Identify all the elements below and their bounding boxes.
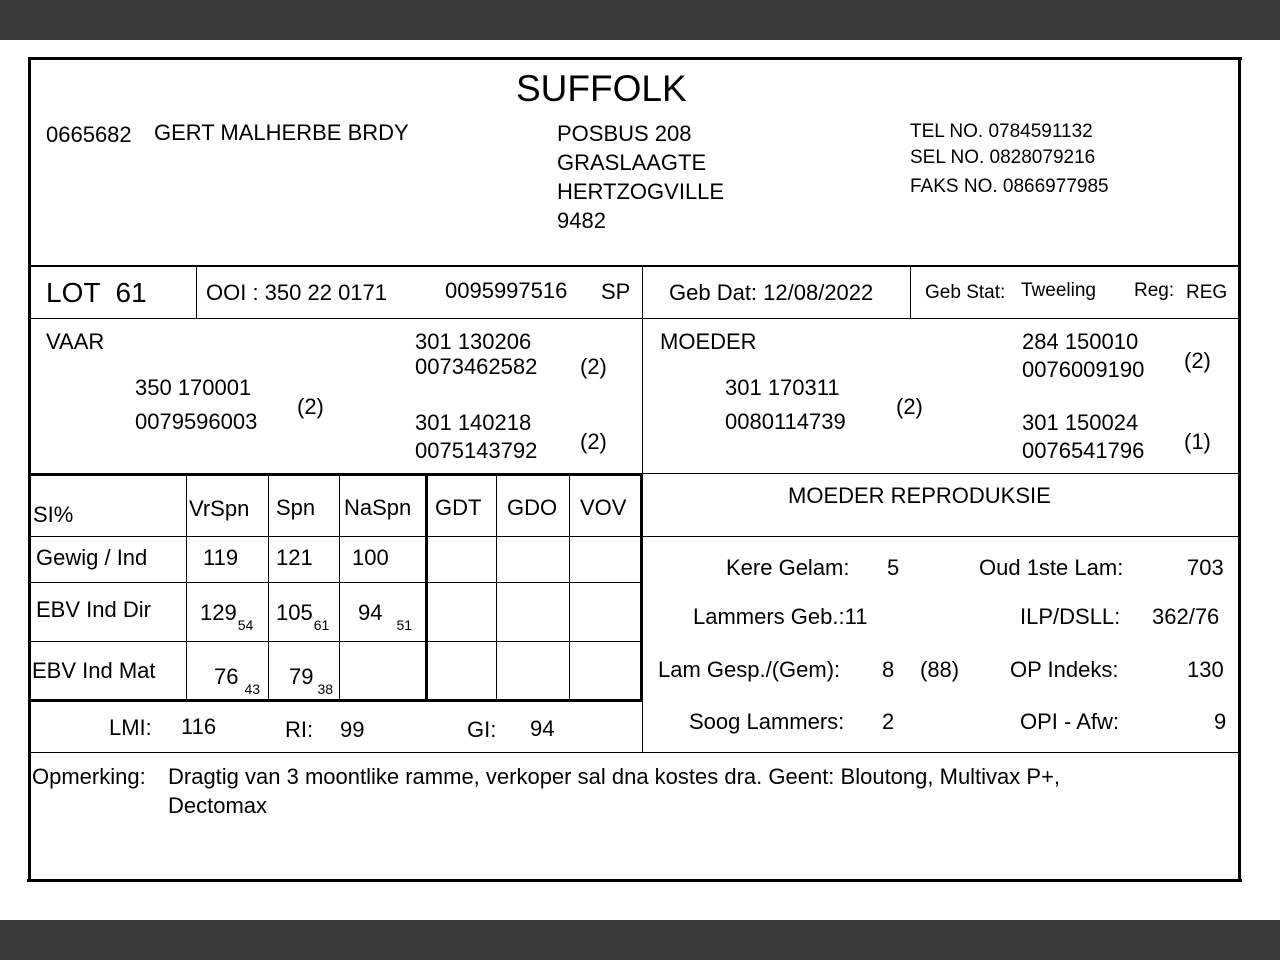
soog-label: Soog Lammers: bbox=[689, 709, 845, 734]
ebv-dir-naspn bbox=[358, 602, 412, 632]
divider-stats-header bbox=[31, 536, 642, 537]
gewig-spn: 121 bbox=[276, 545, 313, 570]
ri-label: RI: bbox=[285, 717, 314, 742]
vaar-reg: 0079596003 bbox=[135, 409, 258, 434]
divider-lot-v1 bbox=[196, 266, 197, 319]
col-header-spn: Spn bbox=[276, 495, 316, 520]
reg-value: REG bbox=[1186, 282, 1228, 303]
lam-gem-value: (88) bbox=[920, 657, 960, 682]
reg-label: Reg: bbox=[1134, 280, 1175, 301]
divider-row2 bbox=[31, 641, 642, 642]
ebv-accuracy: 38 bbox=[317, 681, 334, 697]
col-header-naspn: NaSpn bbox=[344, 495, 412, 520]
kere-gelam-value: 5 bbox=[887, 555, 900, 580]
faks-number: FAKS NO. 0866977985 bbox=[910, 176, 1109, 197]
address-line: GRASLAAGTE bbox=[557, 150, 707, 175]
card-border-left bbox=[28, 57, 31, 882]
row-label-ebv-mat: EBV Ind Mat bbox=[32, 658, 156, 683]
moeder-id: 301 170311 bbox=[725, 375, 840, 400]
vaar-dam-count: (2) bbox=[580, 429, 607, 454]
moeder-dam-reg: 0076541796 bbox=[1022, 438, 1145, 463]
divider-repro-title bbox=[642, 536, 1238, 537]
ebv-value: 105 bbox=[276, 600, 313, 625]
vaar-label: VAAR bbox=[46, 329, 105, 354]
kere-gelam-label: Kere Gelam: bbox=[726, 555, 850, 580]
divider-row1 bbox=[31, 582, 642, 583]
opi-label: OPI - Afw: bbox=[1020, 709, 1120, 734]
lammers-geb: Lammers Geb.:11 bbox=[693, 604, 868, 629]
stats-col-1 bbox=[186, 476, 187, 700]
owner-name: GERT MALHERBE BRDY bbox=[154, 120, 409, 145]
moeder-count: (2) bbox=[896, 394, 923, 419]
divider-pedigree bbox=[31, 473, 642, 476]
ri-value: 99 bbox=[340, 717, 365, 742]
moeder-sire-reg: 0076009190 bbox=[1022, 357, 1145, 382]
lam-gesp-label: Lam Gesp./(Gem): bbox=[658, 657, 841, 682]
divider-pedigree-right bbox=[642, 473, 1238, 474]
moeder-sire-id: 284 150010 bbox=[1022, 329, 1139, 354]
ilp-label: ILP/DSLL: bbox=[1020, 604, 1121, 629]
card-border-right bbox=[1238, 57, 1241, 882]
gi-label: GI: bbox=[467, 717, 497, 742]
vaar-sire-id: 301 130206 bbox=[415, 329, 532, 354]
moeder-dam-id: 301 150024 bbox=[1022, 410, 1139, 435]
lot-label: LOT 61 bbox=[46, 277, 147, 308]
col-header-vov: VOV bbox=[580, 495, 627, 520]
tel-number: TEL NO. 0784591132 bbox=[910, 121, 1093, 142]
gewig-vrspn: 119 bbox=[203, 545, 239, 570]
divider-lot-v3 bbox=[910, 266, 911, 319]
card-border-bottom bbox=[27, 879, 1242, 882]
col-header-gdo: GDO bbox=[507, 495, 558, 520]
repro-title: MOEDER REPRODUKSIE bbox=[788, 483, 1051, 508]
soog-value: 2 bbox=[882, 709, 895, 734]
stats-col-2 bbox=[268, 476, 269, 700]
vaar-count: (2) bbox=[297, 394, 324, 419]
divider-stats-bottom bbox=[31, 699, 642, 702]
ooi-number: OOI : 350 22 0171 bbox=[206, 280, 388, 305]
vaar-id: 350 170001 bbox=[135, 375, 252, 400]
ebv-mat-vrspn bbox=[214, 666, 260, 696]
row-label-ebv-dir: EBV Ind Dir bbox=[36, 597, 151, 622]
card-border-top bbox=[29, 57, 1242, 60]
moeder-reg: 0080114739 bbox=[725, 409, 846, 434]
birth-date: Geb Dat: 12/08/2022 bbox=[669, 280, 874, 305]
ilp-value: 362/76 bbox=[1152, 604, 1220, 629]
stats-col-4 bbox=[425, 476, 428, 702]
moeder-dam-count: (1) bbox=[1184, 429, 1211, 454]
ebv-accuracy: 43 bbox=[244, 681, 261, 697]
opi-value: 9 bbox=[1214, 709, 1227, 734]
ebv-value: 76 bbox=[214, 664, 239, 689]
geb-stat-label: Geb Stat: bbox=[925, 282, 1006, 303]
lam-gesp-value: 8 bbox=[882, 657, 895, 682]
gi-value: 94 bbox=[530, 716, 555, 741]
address-line: POSBUS 208 bbox=[557, 121, 692, 146]
col-header-si: SI% bbox=[33, 502, 74, 527]
col-header-gdt: GDT bbox=[435, 495, 482, 520]
oud-label: Oud 1ste Lam: bbox=[979, 555, 1124, 580]
row-label-gewig: Gewig / Ind bbox=[36, 545, 148, 570]
lot-id: 0095997516 bbox=[445, 278, 568, 303]
ebv-mat-spn bbox=[289, 666, 333, 696]
stats-col-5 bbox=[496, 476, 497, 700]
vaar-sire-reg: 0073462582 bbox=[415, 354, 538, 379]
ebv-accuracy: 61 bbox=[313, 617, 330, 633]
lmi-label: LMI: bbox=[109, 715, 152, 740]
remark-line: Dragtig van 3 moontlike ramme, verkoper sal dna kostes dra. Geent: Bloutong, Multivax P+, bbox=[168, 764, 1061, 789]
gewig-naspn: 100 bbox=[352, 545, 389, 570]
oud-value: 703 bbox=[1187, 555, 1224, 580]
ebv-value: 79 bbox=[289, 664, 314, 689]
address-line: 9482 bbox=[557, 208, 606, 233]
sel-number: SEL NO. 0828079216 bbox=[910, 147, 1096, 168]
stats-col-7 bbox=[640, 476, 643, 702]
op-label: OP Indeks: bbox=[1010, 657, 1119, 682]
sp-label: SP bbox=[601, 279, 631, 304]
moeder-sire-count: (2) bbox=[1184, 348, 1211, 373]
stats-col-6 bbox=[569, 476, 570, 700]
geb-stat-value: Tweeling bbox=[1021, 280, 1096, 301]
breed-title: SUFFOLK bbox=[516, 68, 687, 109]
ebv-accuracy: 51 bbox=[396, 617, 413, 633]
ebv-value: 129 bbox=[200, 600, 237, 625]
lmi-value: 116 bbox=[181, 714, 217, 739]
divider-remark bbox=[31, 752, 1238, 753]
ebv-dir-spn bbox=[276, 602, 329, 632]
owner-number: 0665682 bbox=[46, 122, 132, 147]
address-line: HERTZOGVILLE bbox=[557, 179, 725, 204]
stats-col-3 bbox=[339, 476, 340, 700]
ebv-accuracy: 54 bbox=[237, 617, 254, 633]
op-value: 130 bbox=[1187, 657, 1224, 682]
vaar-dam-id: 301 140218 bbox=[415, 410, 532, 435]
moeder-label: MOEDER bbox=[660, 329, 757, 354]
divider-header bbox=[31, 265, 1238, 267]
vaar-dam-reg: 0075143792 bbox=[415, 438, 538, 463]
remark-line: Dectomax bbox=[168, 793, 268, 818]
vaar-sire-count: (2) bbox=[580, 354, 607, 379]
col-header-vrspn: VrSpn bbox=[189, 496, 250, 521]
ebv-value: 94 bbox=[358, 600, 383, 625]
divider-lot bbox=[31, 318, 1238, 319]
remark-label: Opmerking: bbox=[32, 764, 146, 789]
ebv-dir-vrspn bbox=[200, 602, 253, 632]
